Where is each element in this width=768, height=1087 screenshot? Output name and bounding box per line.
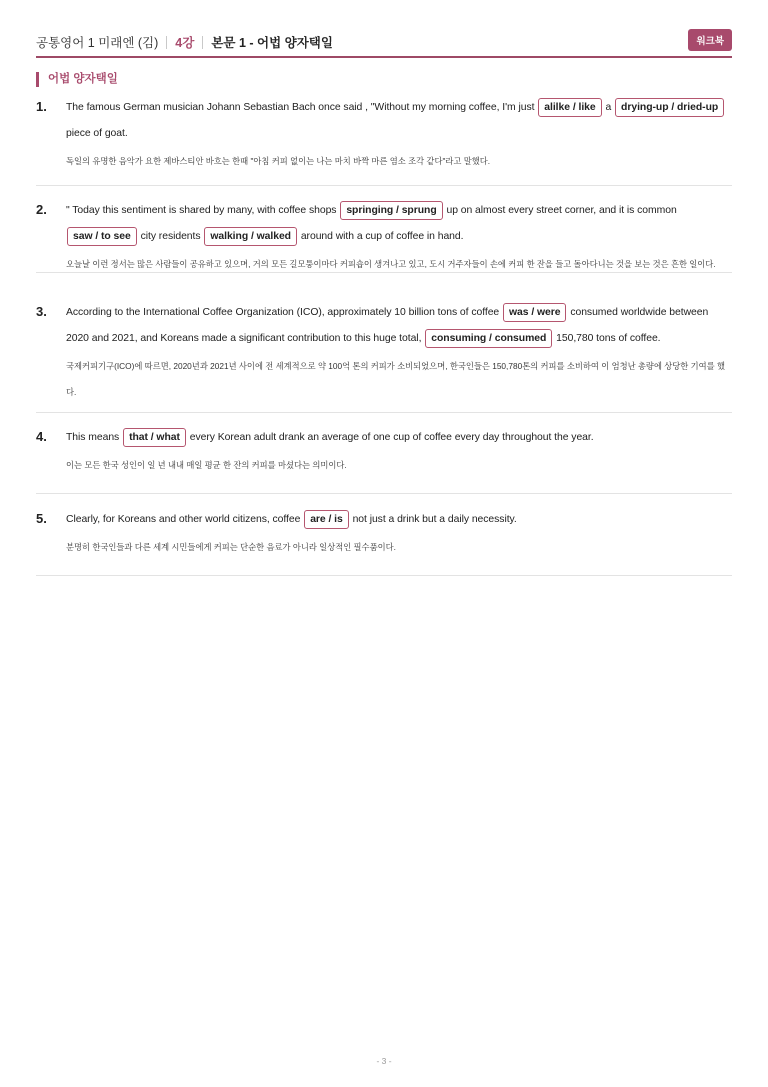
question-text [66, 507, 732, 533]
korean-translation: 독일의 유명한 음악가 요한 제바스티안 바흐는 한때 "아침 커피 없이는 나는 마치 바짝 마른 염소 조각 같다"라고 말했다. [66, 156, 491, 166]
question-2 [36, 198, 732, 273]
sentence-fragment: According to the International Coffee Organization (ICO), approximately 10 billion tons of coffee [66, 307, 500, 318]
header-divider [202, 36, 203, 49]
sentence-fragment: Clearly, for Koreans and other world citizens, coffee [66, 514, 301, 525]
page-number: - 3 - [376, 1056, 392, 1066]
question-3 [36, 300, 732, 413]
question-4 [36, 425, 732, 494]
question-text [66, 300, 732, 352]
choice-option[interactable]: alilke / like [538, 98, 601, 117]
sentence-fragment: consumed worldwide between 2020 and 2021, and Koreans made a significant contribution to this huge total, [66, 307, 709, 344]
question-number: 3. [36, 304, 47, 319]
sentence-fragment: This means [66, 432, 120, 443]
sentence-fragment: a [605, 102, 612, 113]
sentence-fragment: " Today this sentiment is shared by many, with coffee shops [66, 205, 337, 216]
sentence-fragment: 150,780 tons of coffee. [556, 333, 661, 344]
korean-translation: 국제커피기구(ICO)에 따르면, 2020년과 2021년 사이에 전 세계적으로 약 100억 톤의 커피가 소비되었으며, 한국인들은 150,780톤의 커피를 소비하여 이 엄청난 총량에 상당한 기여를 했다. [66, 361, 725, 397]
korean-translation: 분명히 한국인들과 다른 세계 시민들에게 커피는 단순한 음료가 아니라 일상적인 필수품이다. [66, 542, 396, 552]
question-text [66, 425, 732, 451]
course-name: 공통영어 1 미래엔 (김) [36, 36, 159, 50]
sentence-fragment: piece of goat. [66, 128, 128, 139]
question-5 [36, 507, 732, 576]
choice-option[interactable]: are / is [304, 510, 349, 529]
choice-option[interactable]: walking / walked [204, 227, 297, 246]
lesson-number: 4강 [175, 36, 195, 50]
question-number: 5. [36, 511, 47, 526]
question-1 [36, 95, 732, 186]
choice-option[interactable]: drying-up / dried-up [615, 98, 724, 117]
question-text [66, 95, 732, 147]
page-header [36, 28, 732, 58]
sentence-fragment: around with a cup of coffee in hand. [300, 231, 464, 242]
sentence-fragment: The famous German musician Johann Sebastian Bach once said , "Without my morning coffee, I'm just [66, 102, 535, 113]
question-number: 2. [36, 202, 47, 217]
choice-option[interactable]: springing / sprung [340, 201, 442, 220]
sentence-fragment: city residents [140, 231, 201, 242]
korean-translation: 이는 모든 한국 성인이 일 년 내내 매일 평균 한 잔의 커피를 마셨다는 의미이다. [66, 460, 347, 470]
question-number: 1. [36, 99, 47, 114]
choice-option[interactable]: saw / to see [67, 227, 137, 246]
section-title: 어법 양자택일 [36, 72, 118, 87]
page-title: 본문 1 - 어법 양자택일 [211, 36, 333, 50]
header-divider [166, 36, 167, 49]
question-number: 4. [36, 429, 47, 444]
sentence-fragment: every Korean adult drank an average of one cup of coffee every day throughout the year. [189, 432, 594, 443]
korean-translation: 오늘날 이런 정서는 많은 사람들이 공유하고 있으며, 거의 모든 길모퉁이마다 커피숍이 생겨나고 있고, 도시 거주자들이 손에 커피 한 잔을 들고 돌아다니는 것을 보는 것은 흔한 일이다. [66, 259, 716, 269]
choice-option[interactable]: that / what [123, 428, 186, 447]
workbook-badge: 워크북 [688, 29, 732, 51]
sentence-fragment: not just a drink but a daily necessity. [352, 514, 517, 525]
sentence-fragment: up on almost every street corner, and it is common [446, 205, 677, 216]
choice-option[interactable]: consuming / consumed [425, 329, 552, 348]
choice-option[interactable]: was / were [503, 303, 566, 322]
question-text [66, 198, 732, 250]
